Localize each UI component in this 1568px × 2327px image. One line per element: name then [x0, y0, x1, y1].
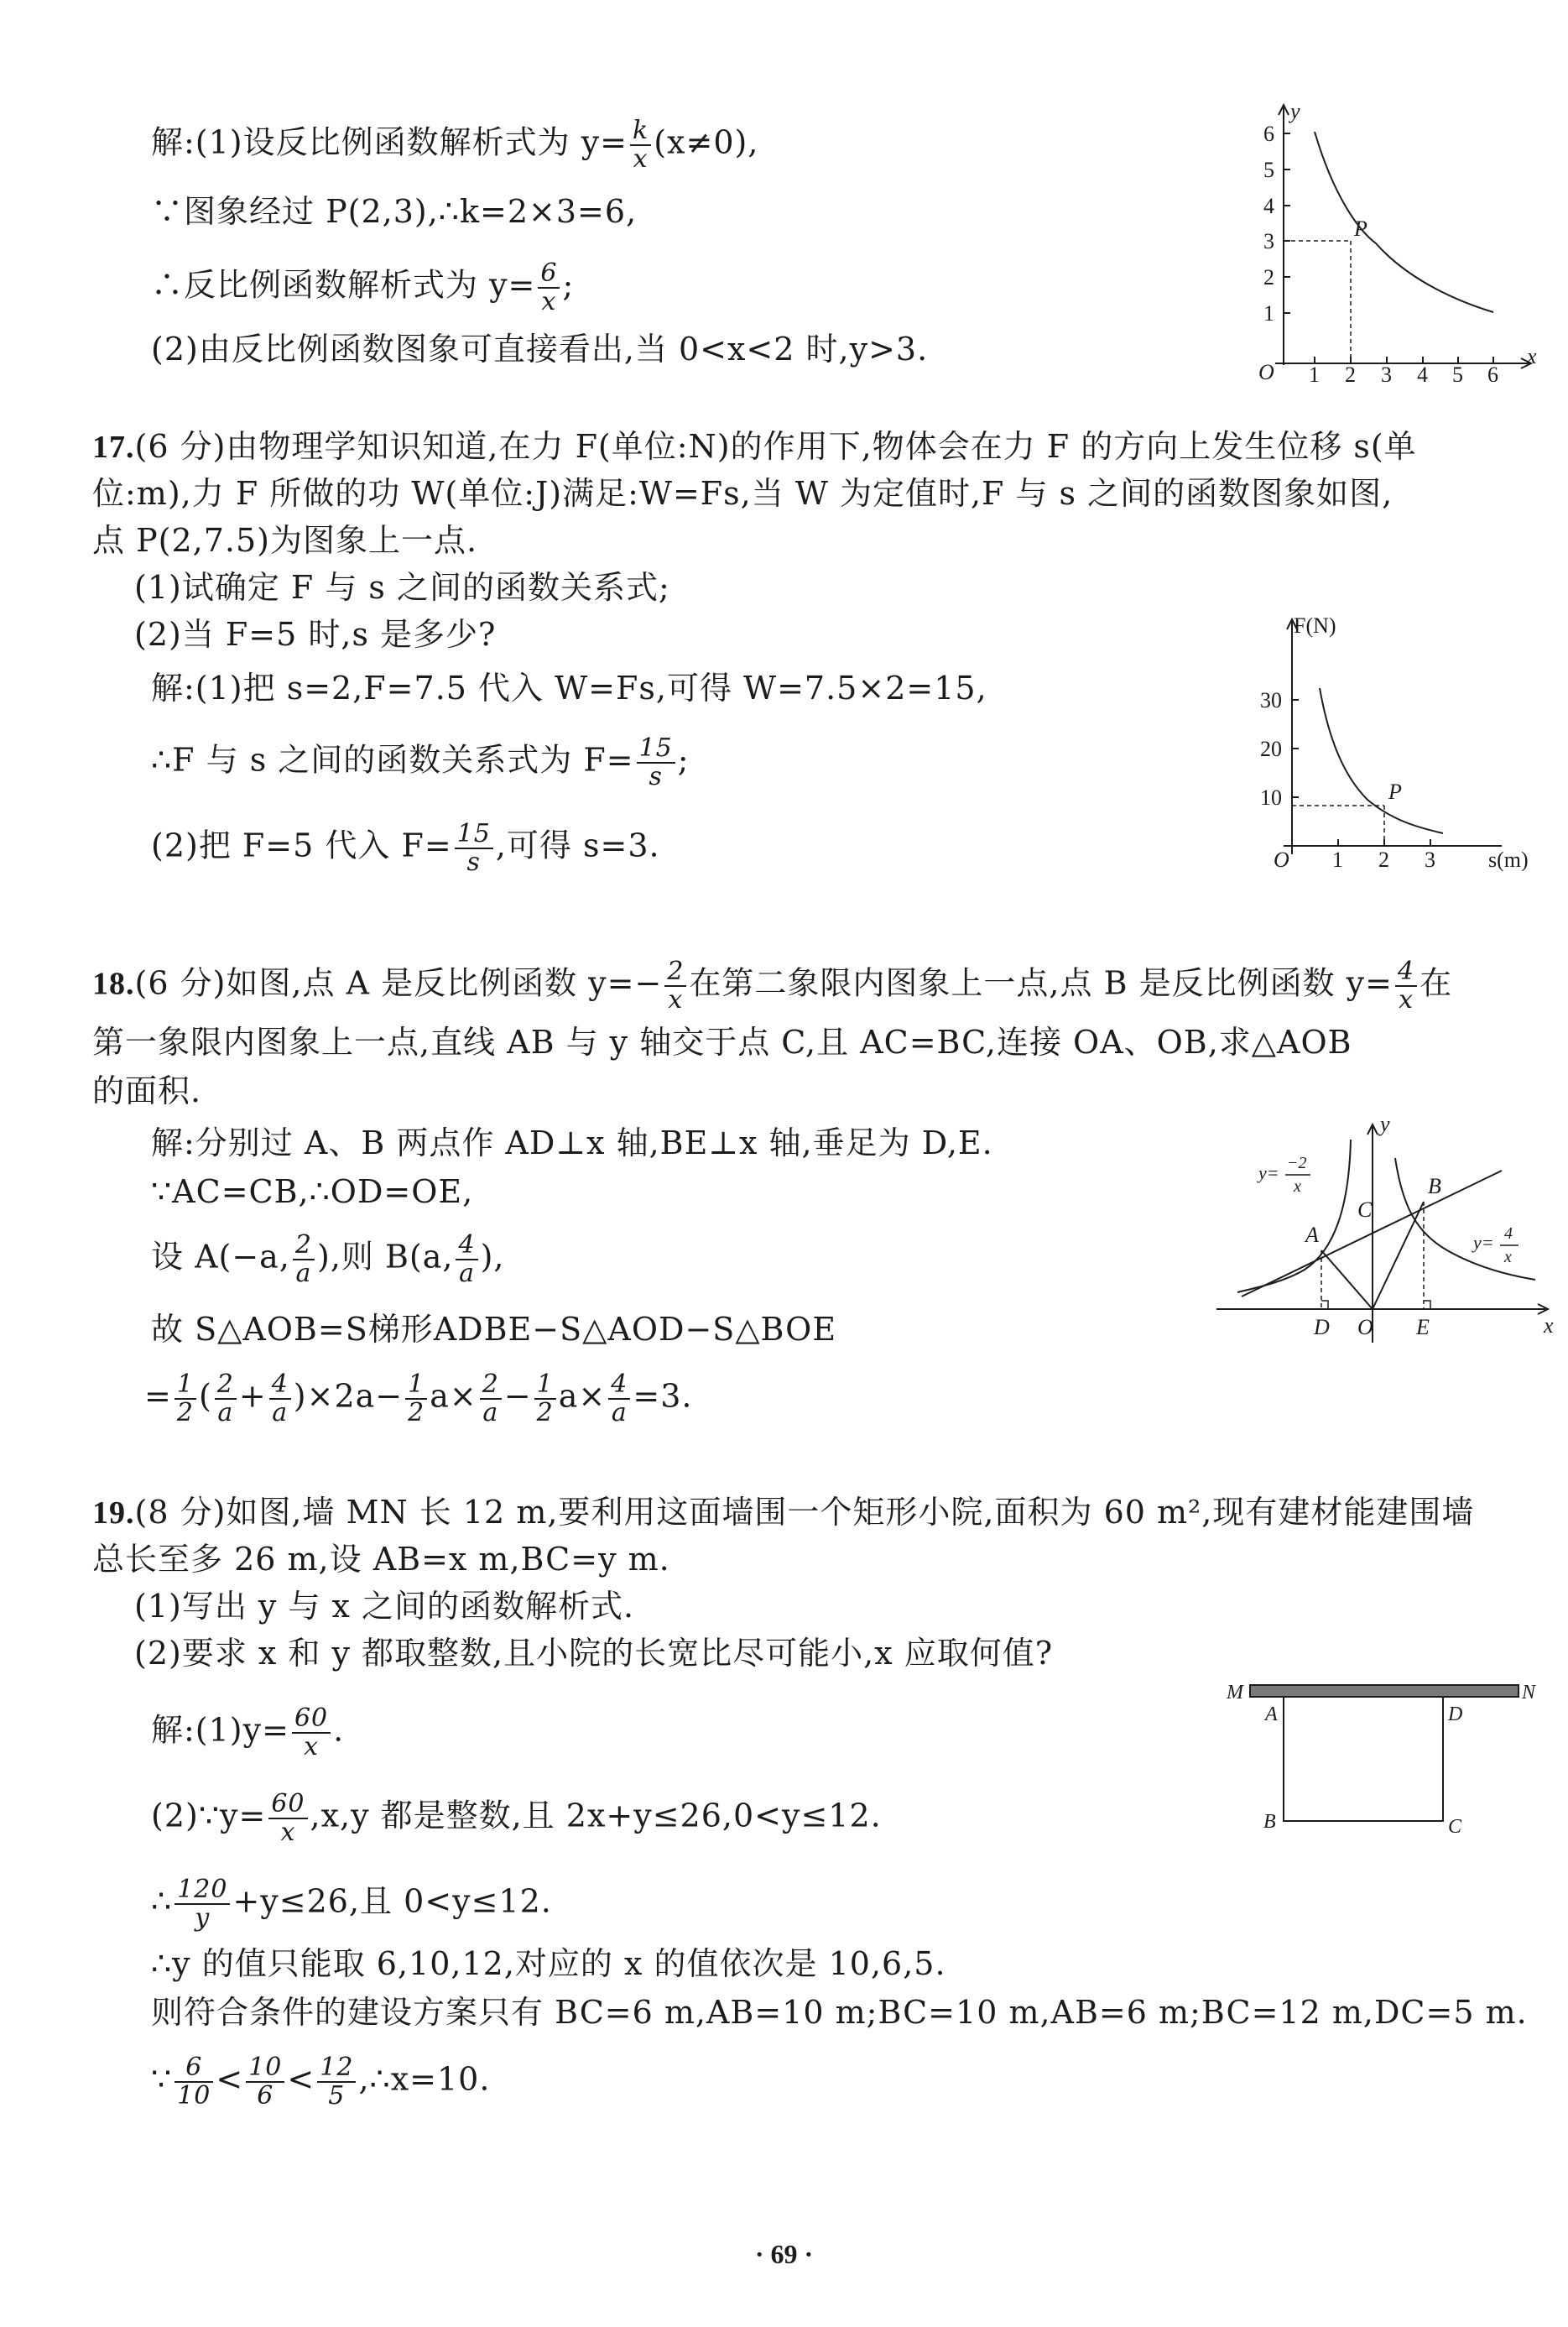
point-n-label: N — [1522, 1682, 1536, 1704]
point-a-label: A — [1265, 1704, 1278, 1725]
x-tick-label: 2 — [1345, 363, 1356, 382]
point-c-label: C — [1357, 1197, 1373, 1222]
x-tick-label: 4 — [1417, 363, 1428, 382]
x-tick-label: 1 — [1332, 848, 1343, 871]
point-d-label: D — [1314, 1315, 1330, 1339]
fraction: $\frac{k}{x}$ — [630, 117, 651, 173]
fraction: $\frac{10}{6}$ — [246, 2054, 284, 2110]
q19-line-8: ∴y 的值只能取 6,10,12,对应的 x 的值依次是 10,6,5. — [151, 1945, 946, 1982]
q16-line-4: (2)由反比例函数图象可直接看出,当 0<x<2 时,y>3. — [151, 331, 929, 368]
y-tick-label: 20 — [1260, 737, 1282, 761]
fraction: $\frac{6}{10}$ — [175, 2054, 213, 2110]
right-curve-label: y= — [1473, 1232, 1494, 1253]
wall-mn — [1250, 1685, 1519, 1697]
y-tick-label: 3 — [1263, 229, 1274, 253]
question-number: 18. — [92, 966, 135, 1002]
q17-line-1: 17.(6 分)由物理学知识知道,在力 F(单位:N)的作用下,物体会在力 F 的方向上发生位移 s(单 — [92, 428, 1417, 465]
point-c-label: C — [1448, 1816, 1462, 1838]
y-tick-label: 30 — [1260, 688, 1282, 712]
q17-line-8: (2)把 F=5 代入 F= $\frac{15}{s}$ ,可得 s=3. — [151, 819, 660, 877]
fraction: $\frac{4}{x}$ — [1395, 958, 1417, 1014]
q18-line-7: 故 S△AOB=S梯形ADBE−S△AOD−S△BOE — [151, 1311, 837, 1348]
x-tick-label: 3 — [1381, 363, 1392, 382]
q17-line-4: (1)试确定 F 与 s 之间的函数关系式; — [134, 569, 670, 606]
q17-line-2: 位:m),力 F 所做的功 W(单位:J)满足:W=Fs,当 W 为定值时,F 与 s 之间的函数图象如图, — [92, 475, 1393, 512]
q18-figure — [1216, 1116, 1560, 1351]
y-axis-label: F(N) — [1294, 613, 1336, 638]
q18-line-4: 解:分别过 A、B 两点作 AD⊥x 轴,BE⊥x 轴,垂足为 D,E. — [151, 1124, 993, 1161]
q17-line-6: 解:(1)把 s=2,F=7.5 代入 W=Fs,可得 W=7.5×2=15, — [151, 670, 987, 707]
x-tick-label: 1 — [1309, 363, 1320, 382]
yard-rectangle — [1284, 1697, 1443, 1821]
question-number: 19. — [92, 1495, 135, 1531]
q19-line-7: ∴ $\frac{120}{y}$ +y≤26,且 0<y≤12. — [151, 1875, 552, 1933]
origin-label: O — [1258, 360, 1274, 382]
fraction: $\frac{2}{a}$ — [480, 1371, 502, 1427]
q18-line-8: = $\frac{1}{2}$ ( $\frac{2}{a}$ + $\frac{4}{a}$ )×2a− $\frac{1}{2}$ a× $\frac{2}{a}$ − $\frac{1}{2}$ a× $\frac{4}{a}$ =3. — [144, 1370, 693, 1427]
q19-line-1: 19.(8 分)如图,墙 MN 长 12 m,要利用这面墙围一个矩形小院,面积为 60 m²,现有建材能建围墙 — [92, 1494, 1475, 1531]
y-tick-label: 10 — [1260, 785, 1282, 810]
x-tick-label: 6 — [1487, 363, 1498, 382]
fraction: $\frac{2}{a}$ — [293, 1232, 315, 1287]
left-curve-label: y= — [1258, 1162, 1279, 1183]
x-tick-label: 2 — [1378, 848, 1389, 871]
x-axis-label: x — [1544, 1313, 1554, 1338]
q17-line-7: ∴F 与 s 之间的函数关系式为 F= $\frac{15}{s}$ ; — [151, 733, 690, 791]
q16-line-3: ∴反比例函数解析式为 y= $\frac{6}{x}$ ; — [151, 258, 575, 316]
point-b-label: B — [1263, 1811, 1276, 1833]
origin-label: O — [1274, 848, 1289, 871]
point-e-label: E — [1416, 1315, 1430, 1339]
q17-line-5: (2)当 F=5 时,s 是多少? — [134, 616, 497, 653]
y-tick-label: 4 — [1263, 194, 1274, 218]
point-o-label: O — [1357, 1315, 1373, 1339]
page-number: · 69 · — [754, 2239, 814, 2269]
x-tick-label: 5 — [1452, 363, 1463, 382]
q18-line-1: 18.(6 分)如图,点 A 是反比例函数 y=− $\frac{2}{x}$ 在第二象限内图象上一点,点 B 是反比例函数 y= $\frac{4}{x}$ 在 — [92, 957, 1453, 1015]
fraction: $\frac{1}{2}$ — [175, 1371, 196, 1427]
q19-line-5: 解:(1)y= $\frac{60}{x}$ . — [151, 1704, 345, 1761]
y-axis-label: y — [1290, 99, 1300, 123]
fraction: $\frac{12}{5}$ — [317, 2054, 356, 2110]
fraction: $\frac{4}{a}$ — [456, 1232, 477, 1287]
fraction: $\frac{6}{x}$ — [538, 260, 560, 316]
fraction: $\frac{4}{a}$ — [608, 1371, 630, 1427]
fraction: $\frac{4}{a}$ — [269, 1371, 291, 1427]
q19-line-4: (2)要求 x 和 y 都取整数,且小院的长宽比尽可能小,x 应取何值? — [134, 1635, 1054, 1672]
fraction: $\frac{2}{x}$ — [664, 958, 686, 1014]
x-tick-label: 3 — [1425, 848, 1435, 871]
x-axis-label: s(m) — [1488, 848, 1529, 871]
q16-line-1: 解:(1)设反比例函数解析式为 y= $\frac{k}{x}$ (x≠0), — [151, 116, 759, 174]
fraction: $\frac{1}{2}$ — [534, 1371, 556, 1427]
question-number: 17. — [92, 430, 135, 465]
fraction: $\frac{1}{2}$ — [405, 1371, 427, 1427]
q18-line-5: ∵AC=CB,∴OD=OE, — [151, 1173, 474, 1210]
q18-line-6: 设 A(−a, $\frac{2}{a}$ ),则 B(a, $\frac{4}{a}$ ), — [151, 1230, 505, 1288]
q16-graph — [1242, 97, 1544, 382]
point-p-label: P — [1354, 217, 1367, 241]
y-tick-label: 6 — [1263, 122, 1274, 146]
q17-graph — [1250, 611, 1552, 871]
q19-line-3: (1)写出 y 与 x 之间的函数解析式. — [134, 1588, 635, 1625]
q17-line-3: 点 P(2,7.5)为图象上一点. — [92, 522, 478, 559]
q19-line-9: 则符合条件的建设方案只有 BC=6 m,AB=10 m;BC=10 m,AB=6 m;BC=12 m,DC=5 m. — [151, 1994, 1528, 2031]
point-a-label: A — [1305, 1223, 1319, 1247]
fraction: $\frac{120}{y}$ — [175, 1876, 230, 1932]
left-curve-den: x — [1294, 1177, 1301, 1196]
fraction: $\frac{15}{s}$ — [637, 735, 675, 790]
q16-line-2: ∵图象经过 P(2,3),∴k=2×3=6, — [151, 193, 638, 230]
right-curve-num: 4 — [1504, 1224, 1513, 1243]
fraction: $\frac{60}{x}$ — [268, 1791, 307, 1846]
q19-line-10: ∵ $\frac{6}{10}$ < $\frac{10}{6}$ < $\frac{12}{5}$ ,∴x=10. — [151, 2053, 491, 2110]
fraction: $\frac{60}{x}$ — [292, 1705, 331, 1761]
q19-figure — [1216, 1678, 1552, 1846]
q18-line-2: 第一象限内图象上一点,直线 AB 与 y 轴交于点 C,且 AC=BC,连接 OA、OB,求△AOB — [92, 1024, 1352, 1061]
q19-line-6: (2)∵y= $\frac{60}{x}$ ,x,y 都是整数,且 2x+y≤26,0<y≤12. — [151, 1789, 882, 1847]
fraction: $\frac{15}{s}$ — [455, 821, 493, 876]
y-axis-label: y — [1380, 1116, 1390, 1136]
y-tick-label: 2 — [1263, 265, 1274, 290]
right-curve-den: x — [1504, 1248, 1512, 1266]
x-axis-label: x — [1527, 344, 1537, 368]
fraction: $\frac{2}{a}$ — [215, 1371, 237, 1427]
q19-line-2: 总长至多 26 m,设 AB=x m,BC=y m. — [92, 1541, 670, 1578]
point-m-label: M — [1227, 1682, 1243, 1704]
y-tick-label: 5 — [1263, 158, 1274, 182]
left-curve-num: −2 — [1287, 1154, 1307, 1172]
y-tick-label: 1 — [1263, 301, 1274, 326]
point-p-label: P — [1388, 780, 1402, 804]
point-d-label: D — [1448, 1704, 1463, 1725]
point-b-label: B — [1428, 1174, 1441, 1198]
q18-line-3: 的面积. — [92, 1072, 202, 1109]
